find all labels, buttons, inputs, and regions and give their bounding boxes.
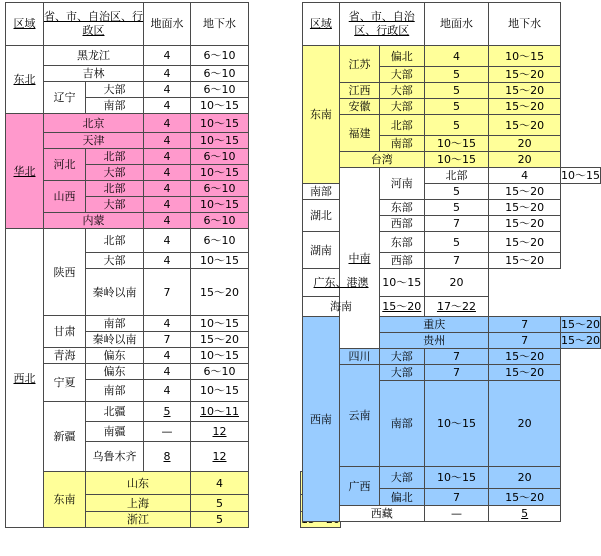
ground-value: 15～20: [489, 216, 561, 232]
ground-value: 20: [489, 136, 561, 152]
place-taiwan: 台湾: [339, 152, 424, 168]
ground-value: 15～20: [489, 349, 561, 365]
surface-value: 5: [144, 402, 191, 422]
surface-value: 7: [144, 269, 191, 316]
place-guangxi: 广西: [339, 467, 379, 506]
surface-value: 7: [489, 333, 561, 349]
place-hebei: 河北: [44, 149, 86, 181]
surface-value: 4: [144, 165, 191, 181]
place-hubei: 湖北: [303, 200, 340, 232]
sub-dabu: 大部: [86, 197, 144, 213]
place-beijing: 北京: [44, 114, 144, 133]
sub-pianbei: 偏北: [380, 46, 425, 67]
ground-value: 6～10: [191, 46, 249, 66]
sub-beijiang: 北疆: [86, 402, 144, 422]
sub-dabu: 大部: [380, 67, 425, 83]
ground-value: 6～10: [191, 213, 249, 229]
header-region: 区域: [6, 3, 44, 46]
place-yunnan: 云南: [339, 365, 379, 467]
sub-beibu: 北部: [86, 149, 144, 165]
sub-dabu: 大部: [380, 83, 425, 99]
surface-value: 7: [489, 317, 561, 333]
ground-value: 10～15: [191, 253, 249, 269]
region-dongnan: 东南: [44, 472, 86, 528]
header-ground-water: 地下水: [489, 3, 561, 46]
surface-value: 15～20: [380, 297, 425, 317]
ground-value: 15～20: [301, 513, 340, 526]
sub-dongbu: 东部: [380, 200, 425, 216]
ground-value: 15～20: [489, 83, 561, 99]
ground-value: 15～20: [301, 496, 340, 510]
ground-value: 10～15: [191, 114, 249, 133]
place-shandong: 山东: [86, 472, 191, 495]
sub-nanjiang: 南疆: [86, 422, 144, 442]
ground-value: 15～20: [489, 232, 561, 253]
ground-value: 20: [424, 269, 489, 297]
sub-pianbei: 偏北: [380, 489, 425, 506]
sub-beibu: 北部: [424, 168, 489, 184]
ground-value: 6～10: [191, 149, 249, 165]
surface-value: 7: [144, 332, 191, 348]
place-hunan: 湖南: [303, 232, 340, 269]
ground-value: 10～15: [191, 348, 249, 364]
sub-qinling: 秦岭以南: [86, 269, 144, 316]
place-heilongjiang: 黑龙江: [44, 46, 144, 66]
place-shaanxi: 陕西: [44, 229, 86, 316]
surface-value: 4: [144, 114, 191, 133]
surface-value: 4: [144, 181, 191, 197]
ground-value: 15～20: [191, 269, 249, 316]
surface-value: 4: [424, 46, 489, 67]
ground-value: 15～20: [489, 67, 561, 83]
ground-value: 17～22: [424, 297, 489, 317]
ground-value: 15～20: [489, 184, 561, 200]
surface-value: 7: [424, 253, 489, 269]
place-gansu: 甘肃: [44, 316, 86, 348]
surface-value: 4: [144, 316, 191, 332]
ground-value: 15～20: [191, 332, 249, 348]
surface-value: 4: [144, 46, 191, 66]
sub-dabu: 大部: [380, 467, 425, 489]
surface-value: 4: [144, 82, 191, 98]
place-hainan: 海南: [303, 297, 380, 317]
sub-qinling: 秦岭以南: [86, 332, 144, 348]
region-xibei: 西北: [6, 229, 44, 528]
header-ground-water: 地下水: [191, 3, 249, 46]
place-xizang: 西藏: [339, 506, 424, 522]
ground-value: 12: [191, 442, 249, 472]
place-tianjin: 天津: [44, 133, 144, 149]
place-liaoning: 辽宁: [44, 82, 86, 114]
place-neimeng: 内蒙: [44, 213, 144, 229]
sub-nanbu: 南部: [86, 98, 144, 114]
surface-value: 4: [144, 348, 191, 364]
ground-value: 15～20: [489, 115, 561, 136]
surface-value: 7: [424, 216, 489, 232]
surface-value: 4: [144, 364, 191, 380]
region-xinan: 西南: [303, 317, 340, 522]
surface-value: 5: [424, 232, 489, 253]
surface-value: 4: [144, 149, 191, 165]
sub-dabu: 大部: [380, 365, 425, 381]
surface-value: 4: [489, 168, 561, 184]
place-xinjiang: 新疆: [44, 402, 86, 472]
ground-value: 12: [191, 422, 249, 442]
ground-value: 15～20: [561, 334, 600, 347]
surface-value: 5: [191, 512, 249, 528]
sub-urumqi: 乌鲁木齐: [86, 442, 144, 472]
header-region: 区域: [303, 3, 340, 46]
surface-value: 10～15: [424, 381, 489, 467]
ground-value: 10～15: [561, 169, 600, 182]
ground-value: 15～20: [489, 99, 561, 115]
sub-beibu: 北部: [380, 115, 425, 136]
ground-value: 6～10: [191, 364, 249, 380]
ground-value: 10～15: [191, 98, 249, 114]
surface-value: 4: [144, 380, 191, 402]
ground-value: 10～15: [191, 316, 249, 332]
sub-piandong: 偏东: [86, 364, 144, 380]
ground-value: 10～15: [191, 197, 249, 213]
place-zhejiang: 浙江: [86, 512, 191, 528]
place-henan: 河南: [380, 168, 425, 200]
region-zhongnan: 中南: [339, 168, 379, 349]
surface-value: 4: [144, 213, 191, 229]
sub-dabu: 大部: [86, 253, 144, 269]
surface-value: 8: [144, 442, 191, 472]
ground-value: 6～10: [191, 66, 249, 82]
sub-dabu: 大部: [380, 99, 425, 115]
ground-value: 6～10: [191, 229, 249, 253]
sub-dabu: 大部: [86, 82, 144, 98]
sub-nanbu: 南部: [380, 381, 425, 467]
sub-nanbu: 南部: [86, 316, 144, 332]
ground-value: 15～20: [489, 489, 561, 506]
sub-beibu: 北部: [86, 229, 144, 253]
header-surface-water: 地面水: [424, 3, 489, 46]
left-table: [5, 2, 341, 528]
place-guizhou: 贵州: [380, 333, 489, 349]
surface-value: —: [144, 422, 191, 442]
surface-value: 10～15: [424, 152, 489, 168]
surface-value: 5: [424, 67, 489, 83]
ground-value: 15～20: [489, 365, 561, 381]
surface-value: 4: [144, 66, 191, 82]
surface-value: 7: [424, 349, 489, 365]
ground-value: 5: [489, 506, 561, 522]
sub-dabu: 大部: [380, 349, 425, 365]
header-province: 省、市、自治区、行政区: [339, 3, 424, 46]
ground-value: 10～15: [191, 133, 249, 149]
place-sichuan: 四川: [339, 349, 379, 365]
ground-value: 6～10: [191, 82, 249, 98]
ground-value: 10～15: [191, 165, 249, 181]
sub-piandong: 偏东: [86, 348, 144, 364]
ground-value: 6～10: [191, 181, 249, 197]
surface-value: 10～15: [424, 467, 489, 489]
place-jiangsu: 江苏: [339, 46, 379, 83]
sub-xibu: 西部: [380, 253, 425, 269]
surface-value: 5: [424, 184, 489, 200]
sub-nanbu: 南部: [86, 380, 144, 402]
surface-value: 7: [424, 489, 489, 506]
surface-value: 5: [424, 99, 489, 115]
place-chongqing: 重庆: [380, 317, 489, 333]
surface-value: 4: [144, 253, 191, 269]
header-surface-water: 地面水: [144, 3, 191, 46]
surface-value: 4: [191, 472, 249, 495]
ground-value: 20: [489, 381, 561, 467]
sub-nanbu: 南部: [380, 136, 425, 152]
surface-value: 4: [144, 98, 191, 114]
place-shanghai: 上海: [86, 495, 191, 512]
surface-value: 5: [424, 200, 489, 216]
place-guangdong: 广东、港澳: [303, 269, 380, 297]
surface-value: 5: [424, 83, 489, 99]
sub-dongbu: 东部: [380, 232, 425, 253]
surface-value: 7: [424, 365, 489, 381]
place-anhui: 安徽: [339, 99, 379, 115]
ground-value: 10～11: [191, 402, 249, 422]
sub-xibu: 西部: [380, 216, 425, 232]
ground-value: 10～15: [191, 380, 249, 402]
surface-value: 5: [424, 115, 489, 136]
region-dongnan: 东南: [303, 46, 340, 184]
surface-value: —: [424, 506, 489, 522]
region-dongbei: 东北: [6, 46, 44, 114]
place-ningxia: 宁夏: [44, 364, 86, 402]
place-jiangxi: 江西: [339, 83, 379, 99]
surface-value: 4: [144, 133, 191, 149]
ground-value: 10～15: [301, 472, 341, 495]
sub-beibu: 北部: [86, 181, 144, 197]
ground-value: 10～15: [489, 46, 561, 67]
ground-value: 20: [489, 152, 561, 168]
surface-value: 10～15: [380, 269, 425, 297]
region-huabei: 华北: [6, 114, 44, 229]
surface-value: 4: [144, 229, 191, 253]
ground-value: 20: [489, 467, 561, 489]
header-province: 省、市、自治区、行政区: [44, 3, 144, 46]
place-qinghai: 青海: [44, 348, 86, 364]
ground-value: 15～20: [561, 318, 600, 331]
place-jilin: 吉林: [44, 66, 144, 82]
surface-value: 4: [144, 197, 191, 213]
surface-value: 5: [191, 495, 249, 512]
ground-value: 15～20: [489, 253, 561, 269]
place-shanxi: 山西: [44, 181, 86, 213]
surface-value: 10～15: [424, 136, 489, 152]
right-table: [302, 2, 601, 522]
place-fujian: 福建: [339, 115, 379, 152]
sub-nanbu: 南部: [303, 184, 340, 200]
sub-dabu: 大部: [86, 165, 144, 181]
ground-value: 15～20: [489, 200, 561, 216]
